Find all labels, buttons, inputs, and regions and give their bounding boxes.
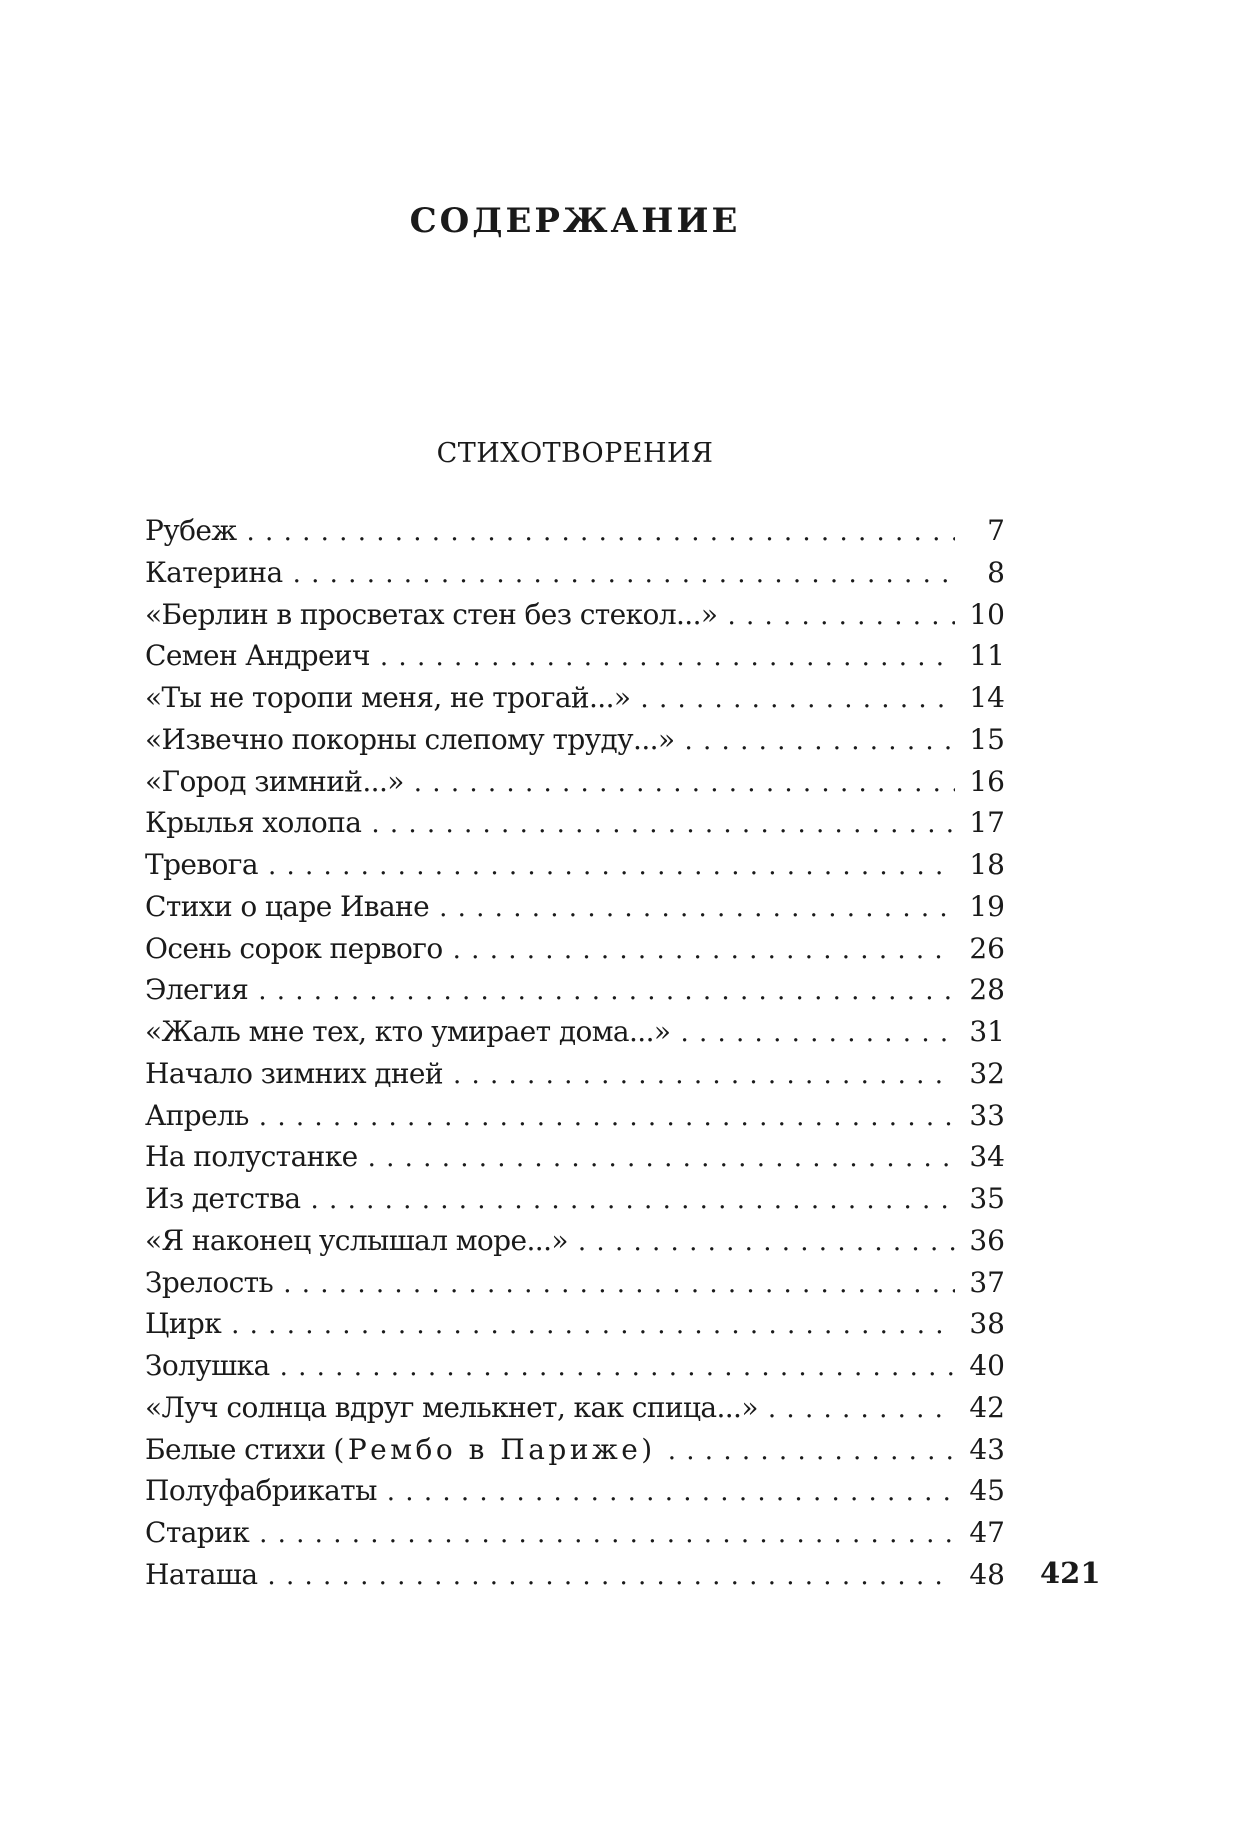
dot-leader xyxy=(578,1222,955,1262)
toc-entry-page: 36 xyxy=(969,1223,1005,1257)
toc-entry[interactable] xyxy=(145,1220,1005,1262)
toc-entry[interactable] xyxy=(145,1470,1005,1512)
toc-entry-title: «Город зимний...» xyxy=(145,764,404,798)
toc-entry-title: «Берлин в просветах стен без стекол...» xyxy=(145,597,718,631)
toc-entry[interactable] xyxy=(145,1554,1005,1596)
toc-entry-page: 34 xyxy=(969,1140,1005,1174)
dot-leader xyxy=(247,512,955,552)
toc-entry-title: Рубеж xyxy=(145,514,237,547)
toc-entry-page: 18 xyxy=(969,848,1005,881)
dot-leader xyxy=(371,804,955,844)
toc-entry[interactable] xyxy=(145,552,1005,594)
toc-entry-subtitle: (Рембо в Париже) xyxy=(333,1432,656,1466)
dot-leader xyxy=(231,1305,955,1345)
toc-entry-page: 38 xyxy=(969,1307,1005,1341)
toc-entry-title: Наташа xyxy=(145,1557,258,1591)
toc-entry[interactable] xyxy=(145,1262,1005,1304)
toc-entry-title: «Ты не торопи меня, не трогай...» xyxy=(145,681,631,714)
toc-entry-page: 48 xyxy=(969,1557,1005,1591)
toc-entry-page: 19 xyxy=(969,889,1005,923)
dot-leader xyxy=(259,1514,955,1554)
toc-entry-page: 45 xyxy=(969,1474,1005,1508)
dot-leader xyxy=(387,1472,955,1512)
toc-entry-page: 15 xyxy=(969,722,1005,756)
toc-entry[interactable] xyxy=(145,802,1005,844)
dot-leader xyxy=(453,930,955,970)
toc-entry[interactable] xyxy=(145,969,1005,1011)
toc-entry-title: Тревога xyxy=(145,848,258,881)
dot-leader xyxy=(368,1138,955,1178)
toc-entry[interactable] xyxy=(145,886,1005,928)
section-title: СТИХОТВОРЕНИЯ xyxy=(436,438,714,469)
toc-entry[interactable] xyxy=(145,1136,1005,1178)
dot-leader xyxy=(258,971,955,1011)
toc-entry-title: Зрелость xyxy=(145,1265,274,1299)
toc-entry-title: «Жаль мне тех, кто умирает дома...» xyxy=(145,1015,671,1048)
toc-entry-title: Белые стихи xyxy=(145,1432,326,1466)
toc-entry-page: 40 xyxy=(969,1349,1005,1382)
dot-leader xyxy=(439,888,955,928)
toc-entry-title: Старик xyxy=(145,1516,250,1549)
dot-leader xyxy=(680,1013,955,1053)
toc-entry-page: 42 xyxy=(969,1390,1005,1424)
dot-leader xyxy=(727,596,955,636)
toc-entry[interactable] xyxy=(145,1053,1005,1095)
toc-entry-title: Элегия xyxy=(145,973,249,1007)
toc-entry-title: Крылья холопа xyxy=(145,806,362,840)
toc-entry-page: 16 xyxy=(969,764,1005,798)
table-of-contents xyxy=(145,510,1005,1596)
toc-entry-title: Апрель xyxy=(145,1098,249,1132)
dot-leader xyxy=(768,1389,955,1429)
toc-entry-title: «Извечно покорны слепому труду...» xyxy=(145,722,675,756)
toc-entry[interactable] xyxy=(145,1512,1005,1554)
toc-entry-page: 10 xyxy=(969,597,1005,631)
toc-entry-title: Катерина xyxy=(145,555,283,589)
dot-leader xyxy=(380,637,955,677)
page-number: 421 xyxy=(1040,1556,1101,1590)
dot-leader xyxy=(283,1264,955,1304)
toc-entry[interactable] xyxy=(145,1011,1005,1053)
toc-entry-page: 35 xyxy=(969,1182,1005,1215)
toc-entry-title: Цирк xyxy=(145,1307,222,1341)
toc-entry-title: Полуфабрикаты xyxy=(145,1474,377,1508)
toc-entry[interactable] xyxy=(145,677,1005,719)
toc-entry[interactable] xyxy=(145,1095,1005,1137)
toc-entry-title: Из детства xyxy=(145,1182,301,1215)
toc-entry[interactable] xyxy=(145,510,1005,552)
dot-leader xyxy=(640,679,955,719)
toc-entry[interactable] xyxy=(145,719,1005,761)
dot-leader xyxy=(684,721,955,761)
toc-entry[interactable] xyxy=(145,1387,1005,1429)
toc-entry[interactable] xyxy=(145,635,1005,677)
toc-entry-title: «Я наконец услышал море...» xyxy=(145,1223,568,1257)
toc-entry-page: 28 xyxy=(969,973,1005,1007)
dot-leader xyxy=(280,1347,955,1387)
toc-entry-page: 17 xyxy=(969,806,1005,840)
toc-entry[interactable] xyxy=(145,1178,1005,1220)
toc-entry-page: 14 xyxy=(969,681,1005,714)
toc-entry-title: Семен Андреич xyxy=(145,639,370,673)
dot-leader xyxy=(293,554,955,594)
toc-entry[interactable] xyxy=(145,928,1005,970)
toc-entry[interactable] xyxy=(145,1303,1005,1345)
toc-entry-title: Начало зимних дней xyxy=(145,1056,443,1090)
toc-entry[interactable] xyxy=(145,844,1005,886)
toc-entry-page: 26 xyxy=(969,931,1005,965)
toc-entry-title: На полустанке xyxy=(145,1140,358,1174)
toc-entry-title: Золушка xyxy=(145,1349,270,1382)
toc-entry-page: 37 xyxy=(969,1265,1005,1299)
dot-leader xyxy=(311,1180,955,1220)
toc-entry-page: 32 xyxy=(969,1056,1005,1090)
toc-entry-title: Стихи о царе Иване xyxy=(145,889,430,923)
dot-leader xyxy=(267,1556,955,1596)
toc-entry[interactable] xyxy=(145,594,1005,636)
toc-entry[interactable] xyxy=(145,1345,1005,1387)
toc-entry[interactable] xyxy=(145,1429,1005,1471)
toc-entry-page: 31 xyxy=(969,1015,1005,1048)
dot-leader xyxy=(268,846,955,886)
toc-entry-page: 11 xyxy=(969,639,1005,673)
dot-leader xyxy=(668,1431,955,1471)
toc-entry-title: Осень сорок первого xyxy=(145,931,443,965)
toc-entry-page: 47 xyxy=(969,1516,1005,1549)
toc-entry-page: 33 xyxy=(969,1098,1005,1132)
dot-leader xyxy=(259,1097,955,1137)
dot-leader xyxy=(414,763,955,803)
toc-entry-page: 8 xyxy=(987,555,1005,589)
toc-entry-title: «Луч солнца вдруг мелькнет, как спица...» xyxy=(145,1390,758,1424)
dot-leader xyxy=(453,1055,955,1095)
page-title: СОДЕРЖАНИЕ xyxy=(409,200,741,241)
toc-entry-page: 7 xyxy=(987,514,1005,547)
toc-entry-page: 43 xyxy=(969,1432,1005,1466)
toc-entry[interactable] xyxy=(145,761,1005,803)
